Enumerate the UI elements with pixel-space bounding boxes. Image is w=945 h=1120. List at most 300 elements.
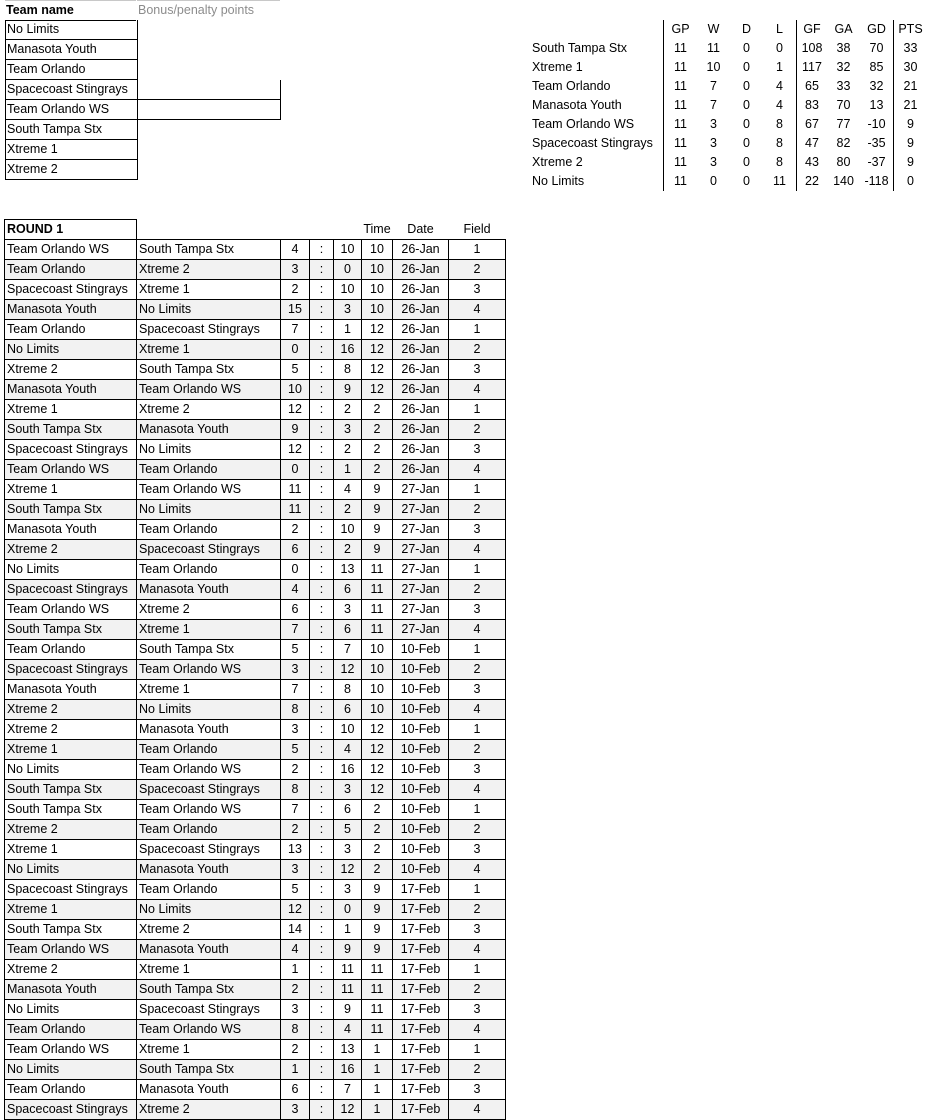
bonus-points-cell[interactable] (137, 100, 281, 120)
away-score-cell[interactable]: 0 (334, 260, 362, 280)
home-team-cell[interactable]: Team Orlando WS (5, 600, 137, 620)
field-cell[interactable]: 2 (449, 580, 506, 600)
score-separator[interactable]: : (310, 900, 334, 920)
home-score-cell[interactable]: 13 (281, 840, 310, 860)
away-score-cell[interactable]: 2 (334, 500, 362, 520)
home-score-cell[interactable]: 8 (281, 780, 310, 800)
home-team-cell[interactable]: Spacecoast Stingrays (5, 280, 137, 300)
standings-team-cell[interactable]: South Tampa Stx (532, 41, 627, 55)
away-score-cell[interactable]: 2 (334, 400, 362, 420)
standings-gp-cell[interactable]: 11 (664, 58, 698, 77)
date-cell[interactable]: 26-Jan (393, 240, 449, 260)
standings-gf-cell[interactable]: 22 (797, 172, 828, 191)
standings-d-cell[interactable]: 0 (743, 136, 750, 150)
bonus-points-cell[interactable] (137, 40, 280, 59)
away-team-cell[interactable]: Team Orlando WS (137, 800, 281, 820)
away-score-cell[interactable]: 4 (334, 740, 362, 760)
field-cell[interactable]: 4 (449, 540, 506, 560)
score-separator[interactable]: : (310, 800, 334, 820)
score-separator[interactable]: : (310, 820, 334, 840)
date-cell[interactable]: 17-Feb (393, 940, 449, 960)
bonus-points-cell[interactable] (137, 140, 280, 159)
home-score-cell[interactable]: 5 (281, 880, 310, 900)
field-cell[interactable]: 2 (449, 340, 506, 360)
home-score-cell[interactable]: 10 (281, 380, 310, 400)
away-team-cell[interactable]: Xtreme 2 (137, 600, 281, 620)
home-team-cell[interactable]: South Tampa Stx (5, 800, 137, 820)
home-team-cell[interactable]: Manasota Youth (5, 680, 137, 700)
score-separator[interactable]: : (310, 960, 334, 980)
team-name-cell[interactable]: Team Orlando (5, 60, 138, 80)
home-team-cell[interactable]: No Limits (5, 860, 137, 880)
away-team-cell[interactable]: Manasota Youth (137, 720, 281, 740)
home-score-cell[interactable]: 7 (281, 800, 310, 820)
score-separator[interactable]: : (310, 780, 334, 800)
standings-team-cell[interactable]: Xtreme 1 (532, 60, 583, 74)
score-separator[interactable]: : (310, 280, 334, 300)
away-team-cell[interactable]: No Limits (137, 700, 281, 720)
home-team-cell[interactable]: Team Orlando WS (5, 240, 137, 260)
away-team-cell[interactable]: Spacecoast Stingrays (137, 840, 281, 860)
standings-l-cell[interactable]: 8 (776, 155, 783, 169)
score-separator[interactable]: : (310, 860, 334, 880)
home-score-cell[interactable]: 3 (281, 860, 310, 880)
time-cell[interactable]: 10 (362, 280, 393, 300)
away-team-cell[interactable]: Team Orlando WS (137, 380, 281, 400)
standings-pts-cell[interactable]: 9 (894, 115, 928, 134)
away-team-cell[interactable]: Spacecoast Stingrays (137, 540, 281, 560)
time-cell[interactable]: 12 (362, 320, 393, 340)
standings-gp-cell[interactable]: 11 (664, 134, 698, 153)
time-cell[interactable]: 9 (362, 920, 393, 940)
score-separator[interactable]: : (310, 320, 334, 340)
away-team-cell[interactable]: Team Orlando (137, 560, 281, 580)
standings-gp-cell[interactable]: 11 (664, 39, 698, 58)
away-score-cell[interactable]: 3 (334, 420, 362, 440)
home-team-cell[interactable]: Team Orlando (5, 640, 137, 660)
score-separator[interactable]: : (310, 660, 334, 680)
home-team-cell[interactable]: South Tampa Stx (5, 780, 137, 800)
away-score-cell[interactable]: 3 (334, 880, 362, 900)
standings-gf-cell[interactable]: 83 (797, 96, 828, 115)
home-score-cell[interactable]: 2 (281, 280, 310, 300)
col-ga-header[interactable]: GA (834, 22, 853, 36)
standings-gp-cell[interactable]: 11 (664, 77, 698, 96)
standings-ga-cell[interactable]: 33 (836, 79, 851, 93)
date-cell[interactable]: 17-Feb (393, 960, 449, 980)
away-score-cell[interactable]: 11 (334, 960, 362, 980)
time-cell[interactable]: 1 (362, 1060, 393, 1080)
home-team-cell[interactable]: No Limits (5, 760, 137, 780)
score-separator[interactable]: : (310, 580, 334, 600)
date-cell[interactable]: 10-Feb (393, 700, 449, 720)
field-cell[interactable]: 1 (449, 240, 506, 260)
home-team-cell[interactable]: Manasota Youth (5, 380, 137, 400)
time-cell[interactable]: 2 (362, 440, 393, 460)
score-separator[interactable]: : (310, 1020, 334, 1040)
bonus-points-cell[interactable] (137, 80, 281, 100)
date-cell[interactable]: 17-Feb (393, 1100, 449, 1120)
time-cell[interactable]: 1 (362, 1080, 393, 1100)
date-cell[interactable]: 26-Jan (393, 280, 449, 300)
standings-team-cell[interactable]: No Limits (532, 174, 585, 188)
home-team-cell[interactable]: No Limits (5, 560, 137, 580)
away-score-cell[interactable]: 4 (334, 1020, 362, 1040)
standings-ga-cell[interactable]: 38 (836, 41, 851, 55)
col-pts-header[interactable]: PTS (894, 20, 928, 39)
home-team-cell[interactable]: Spacecoast Stingrays (5, 880, 137, 900)
field-cell[interactable]: 2 (449, 1060, 506, 1080)
away-team-cell[interactable]: No Limits (137, 440, 281, 460)
home-team-cell[interactable]: Manasota Youth (5, 520, 137, 540)
away-team-cell[interactable]: South Tampa Stx (137, 1060, 281, 1080)
field-cell[interactable]: 2 (449, 660, 506, 680)
home-score-cell[interactable]: 11 (281, 480, 310, 500)
field-cell[interactable]: 4 (449, 700, 506, 720)
home-score-cell[interactable]: 5 (281, 360, 310, 380)
time-cell[interactable]: 11 (362, 560, 393, 580)
away-team-cell[interactable]: Team Orlando WS (137, 1020, 281, 1040)
home-score-cell[interactable]: 4 (281, 580, 310, 600)
home-score-cell[interactable]: 12 (281, 440, 310, 460)
date-cell[interactable]: 27-Jan (393, 580, 449, 600)
away-score-cell[interactable]: 7 (334, 640, 362, 660)
time-cell[interactable]: 9 (362, 480, 393, 500)
date-cell[interactable]: 10-Feb (393, 640, 449, 660)
standings-d-cell[interactable]: 0 (743, 174, 750, 188)
bonus-points-cell[interactable] (137, 20, 280, 39)
home-team-cell[interactable]: Xtreme 2 (5, 960, 137, 980)
field-cell[interactable]: 1 (449, 720, 506, 740)
standings-ga-cell[interactable]: 140 (833, 174, 854, 188)
time-cell[interactable]: 1 (362, 1040, 393, 1060)
away-score-cell[interactable]: 7 (334, 1080, 362, 1100)
score-separator[interactable]: : (310, 840, 334, 860)
standings-ga-cell[interactable]: 32 (836, 60, 851, 74)
home-score-cell[interactable]: 14 (281, 920, 310, 940)
field-cell[interactable]: 1 (449, 560, 506, 580)
away-score-cell[interactable]: 6 (334, 700, 362, 720)
away-score-cell[interactable]: 6 (334, 580, 362, 600)
score-separator[interactable]: : (310, 260, 334, 280)
team-name-header[interactable]: Team name (5, 0, 136, 21)
team-name-cell[interactable]: Xtreme 2 (5, 160, 138, 180)
field-cell[interactable]: 4 (449, 940, 506, 960)
standings-w-cell[interactable]: 7 (710, 98, 717, 112)
standings-ga-cell[interactable]: 80 (836, 155, 851, 169)
field-cell[interactable]: 3 (449, 920, 506, 940)
home-team-cell[interactable]: Spacecoast Stingrays (5, 1100, 137, 1120)
away-score-cell[interactable]: 0 (334, 900, 362, 920)
away-score-cell[interactable]: 10 (334, 280, 362, 300)
home-score-cell[interactable]: 3 (281, 1100, 310, 1120)
standings-gd-cell[interactable]: -35 (867, 136, 886, 150)
away-team-cell[interactable]: Xtreme 1 (137, 1040, 281, 1060)
away-team-cell[interactable]: South Tampa Stx (137, 360, 281, 380)
home-team-cell[interactable]: No Limits (5, 340, 137, 360)
home-team-cell[interactable]: Team Orlando (5, 1080, 137, 1100)
col-l-header[interactable]: L (776, 22, 783, 36)
standings-team-cell[interactable]: Team Orlando (532, 79, 611, 93)
standings-gp-cell[interactable]: 11 (664, 115, 698, 134)
away-team-cell[interactable]: South Tampa Stx (137, 980, 281, 1000)
away-team-cell[interactable]: No Limits (137, 500, 281, 520)
standings-pts-cell[interactable]: 30 (894, 58, 928, 77)
standings-d-cell[interactable]: 0 (743, 60, 750, 74)
standings-l-cell[interactable]: 4 (776, 79, 783, 93)
time-cell[interactable]: 10 (362, 240, 393, 260)
date-cell[interactable]: 27-Jan (393, 540, 449, 560)
home-team-cell[interactable]: Manasota Youth (5, 980, 137, 1000)
col-gf-header[interactable]: GF (797, 20, 828, 39)
standings-ga-cell[interactable]: 82 (836, 136, 851, 150)
score-separator[interactable]: : (310, 1100, 334, 1120)
away-team-cell[interactable]: No Limits (137, 900, 281, 920)
home-score-cell[interactable]: 3 (281, 260, 310, 280)
home-team-cell[interactable]: Team Orlando (5, 1020, 137, 1040)
date-cell[interactable]: 17-Feb (393, 1060, 449, 1080)
away-team-cell[interactable]: Spacecoast Stingrays (137, 320, 281, 340)
away-score-cell[interactable]: 9 (334, 380, 362, 400)
home-team-cell[interactable]: Team Orlando (5, 320, 137, 340)
standings-l-cell[interactable]: 4 (776, 98, 783, 112)
date-cell[interactable]: 26-Jan (393, 300, 449, 320)
home-score-cell[interactable]: 15 (281, 300, 310, 320)
score-separator[interactable]: : (310, 940, 334, 960)
standings-gp-cell[interactable]: 11 (664, 172, 698, 191)
bonus-points-cell[interactable] (137, 160, 280, 179)
date-cell[interactable]: 27-Jan (393, 520, 449, 540)
home-score-cell[interactable]: 0 (281, 460, 310, 480)
away-team-cell[interactable]: Team Orlando (137, 820, 281, 840)
away-score-cell[interactable]: 2 (334, 540, 362, 560)
field-cell[interactable]: 4 (449, 380, 506, 400)
field-cell[interactable]: 1 (449, 880, 506, 900)
away-team-cell[interactable]: Xtreme 1 (137, 620, 281, 640)
away-team-cell[interactable]: Xtreme 2 (137, 400, 281, 420)
field-cell[interactable]: 3 (449, 760, 506, 780)
field-cell[interactable]: 1 (449, 320, 506, 340)
home-score-cell[interactable]: 0 (281, 560, 310, 580)
away-score-cell[interactable]: 1 (334, 320, 362, 340)
standings-l-cell[interactable]: 8 (776, 136, 783, 150)
field-cell[interactable]: 2 (449, 980, 506, 1000)
away-score-cell[interactable]: 16 (334, 1060, 362, 1080)
standings-w-cell[interactable]: 10 (706, 60, 721, 74)
score-separator[interactable]: : (310, 720, 334, 740)
field-cell[interactable]: 3 (449, 1000, 506, 1020)
home-team-cell[interactable]: South Tampa Stx (5, 620, 137, 640)
time-header[interactable]: Time (363, 221, 391, 236)
time-cell[interactable]: 10 (362, 660, 393, 680)
date-cell[interactable]: 10-Feb (393, 740, 449, 760)
home-score-cell[interactable]: 11 (281, 500, 310, 520)
home-team-cell[interactable]: Xtreme 2 (5, 700, 137, 720)
col-gp-header[interactable]: GP (664, 20, 698, 39)
away-team-cell[interactable]: Xtreme 1 (137, 960, 281, 980)
home-team-cell[interactable]: No Limits (5, 1000, 137, 1020)
field-cell[interactable]: 1 (449, 400, 506, 420)
time-cell[interactable]: 2 (362, 820, 393, 840)
bonus-points-cell[interactable] (137, 120, 280, 139)
field-cell[interactable]: 2 (449, 820, 506, 840)
away-score-cell[interactable]: 8 (334, 360, 362, 380)
time-cell[interactable]: 2 (362, 840, 393, 860)
date-cell[interactable]: 26-Jan (393, 260, 449, 280)
standings-team-cell[interactable]: Manasota Youth (532, 98, 622, 112)
home-score-cell[interactable]: 12 (281, 400, 310, 420)
team-name-cell[interactable]: Team Orlando WS (5, 100, 138, 120)
time-cell[interactable]: 9 (362, 940, 393, 960)
away-team-cell[interactable]: Xtreme 2 (137, 260, 281, 280)
score-separator[interactable]: : (310, 520, 334, 540)
away-team-cell[interactable]: Manasota Youth (137, 940, 281, 960)
team-name-cell[interactable]: Xtreme 1 (5, 140, 138, 160)
bonus-points-cell[interactable] (137, 60, 280, 79)
time-cell[interactable]: 10 (362, 680, 393, 700)
standings-gf-cell[interactable]: 43 (797, 153, 828, 172)
away-team-cell[interactable]: Xtreme 2 (137, 1100, 281, 1120)
time-cell[interactable]: 12 (362, 740, 393, 760)
field-cell[interactable]: 3 (449, 680, 506, 700)
away-team-cell[interactable]: Team Orlando (137, 520, 281, 540)
away-team-cell[interactable]: Team Orlando (137, 460, 281, 480)
away-team-cell[interactable]: Xtreme 1 (137, 340, 281, 360)
score-separator[interactable]: : (310, 600, 334, 620)
home-score-cell[interactable]: 2 (281, 760, 310, 780)
away-score-cell[interactable]: 10 (334, 520, 362, 540)
date-cell[interactable]: 26-Jan (393, 440, 449, 460)
field-cell[interactable]: 3 (449, 360, 506, 380)
time-cell[interactable]: 10 (362, 640, 393, 660)
time-cell[interactable]: 9 (362, 500, 393, 520)
home-score-cell[interactable]: 2 (281, 520, 310, 540)
team-name-cell[interactable]: Manasota Youth (5, 40, 138, 60)
time-cell[interactable]: 12 (362, 360, 393, 380)
score-separator[interactable]: : (310, 920, 334, 940)
standings-pts-cell[interactable]: 0 (894, 172, 928, 191)
standings-gf-cell[interactable]: 67 (797, 115, 828, 134)
away-team-cell[interactable]: Spacecoast Stingrays (137, 780, 281, 800)
away-score-cell[interactable]: 9 (334, 1000, 362, 1020)
away-team-cell[interactable]: Xtreme 2 (137, 920, 281, 940)
away-score-cell[interactable]: 8 (334, 680, 362, 700)
time-cell[interactable]: 2 (362, 860, 393, 880)
col-d-header[interactable]: D (741, 22, 752, 36)
time-cell[interactable]: 9 (362, 900, 393, 920)
field-cell[interactable]: 3 (449, 840, 506, 860)
standings-gd-cell[interactable]: -37 (867, 155, 886, 169)
away-score-cell[interactable]: 3 (334, 780, 362, 800)
home-score-cell[interactable]: 4 (281, 240, 310, 260)
standings-pts-cell[interactable]: 9 (894, 134, 928, 153)
away-score-cell[interactable]: 12 (334, 860, 362, 880)
standings-d-cell[interactable]: 0 (743, 41, 750, 55)
score-separator[interactable]: : (310, 880, 334, 900)
field-cell[interactable]: 1 (449, 480, 506, 500)
standings-gf-cell[interactable]: 108 (797, 39, 828, 58)
home-team-cell[interactable]: Team Orlando WS (5, 1040, 137, 1060)
away-score-cell[interactable]: 3 (334, 300, 362, 320)
score-separator[interactable]: : (310, 540, 334, 560)
time-cell[interactable]: 11 (362, 580, 393, 600)
standings-gf-cell[interactable]: 117 (797, 58, 828, 77)
away-team-cell[interactable]: Spacecoast Stingrays (137, 1000, 281, 1020)
field-cell[interactable]: 2 (449, 500, 506, 520)
date-cell[interactable]: 17-Feb (393, 900, 449, 920)
date-cell[interactable]: 26-Jan (393, 320, 449, 340)
date-cell[interactable]: 27-Jan (393, 500, 449, 520)
home-score-cell[interactable]: 5 (281, 740, 310, 760)
standings-gp-cell[interactable]: 11 (664, 96, 698, 115)
field-cell[interactable]: 1 (449, 640, 506, 660)
time-cell[interactable]: 9 (362, 520, 393, 540)
away-score-cell[interactable]: 3 (334, 840, 362, 860)
score-separator[interactable]: : (310, 380, 334, 400)
score-separator[interactable]: : (310, 700, 334, 720)
home-score-cell[interactable]: 3 (281, 720, 310, 740)
standings-gd-cell[interactable]: 70 (869, 41, 884, 55)
home-team-cell[interactable]: Xtreme 2 (5, 720, 137, 740)
score-separator[interactable]: : (310, 460, 334, 480)
date-cell[interactable]: 26-Jan (393, 380, 449, 400)
date-cell[interactable]: 17-Feb (393, 880, 449, 900)
home-score-cell[interactable]: 6 (281, 600, 310, 620)
date-header[interactable]: Date (407, 221, 434, 236)
date-cell[interactable]: 10-Feb (393, 660, 449, 680)
home-score-cell[interactable]: 1 (281, 1060, 310, 1080)
field-cell[interactable]: 4 (449, 1020, 506, 1040)
date-cell[interactable]: 10-Feb (393, 720, 449, 740)
away-score-cell[interactable]: 16 (334, 760, 362, 780)
home-score-cell[interactable]: 3 (281, 660, 310, 680)
standings-d-cell[interactable]: 0 (743, 98, 750, 112)
away-score-cell[interactable]: 13 (334, 1040, 362, 1060)
field-cell[interactable]: 1 (449, 1040, 506, 1060)
field-header[interactable]: Field (463, 221, 491, 236)
home-team-cell[interactable]: South Tampa Stx (5, 920, 137, 940)
score-separator[interactable]: : (310, 620, 334, 640)
score-separator[interactable]: : (310, 740, 334, 760)
field-cell[interactable]: 4 (449, 1100, 506, 1120)
standings-l-cell[interactable]: 0 (776, 41, 783, 55)
field-cell[interactable]: 1 (449, 800, 506, 820)
home-team-cell[interactable]: Spacecoast Stingrays (5, 440, 137, 460)
field-cell[interactable]: 3 (449, 520, 506, 540)
field-cell[interactable]: 2 (449, 260, 506, 280)
standings-w-cell[interactable]: 3 (710, 117, 717, 131)
home-score-cell[interactable]: 5 (281, 640, 310, 660)
away-team-cell[interactable]: Xtreme 1 (137, 280, 281, 300)
away-score-cell[interactable]: 12 (334, 1100, 362, 1120)
away-score-cell[interactable]: 1 (334, 920, 362, 940)
away-score-cell[interactable]: 9 (334, 940, 362, 960)
score-separator[interactable]: : (310, 760, 334, 780)
standings-w-cell[interactable]: 11 (707, 41, 720, 55)
standings-team-cell[interactable]: Xtreme 2 (532, 155, 583, 169)
away-score-cell[interactable]: 6 (334, 620, 362, 640)
standings-ga-cell[interactable]: 70 (836, 98, 851, 112)
score-separator[interactable]: : (310, 980, 334, 1000)
home-score-cell[interactable]: 2 (281, 820, 310, 840)
standings-w-cell[interactable]: 3 (710, 155, 717, 169)
standings-l-cell[interactable]: 1 (776, 60, 783, 74)
time-cell[interactable]: 1 (362, 1100, 393, 1120)
time-cell[interactable]: 9 (362, 540, 393, 560)
home-team-cell[interactable]: South Tampa Stx (5, 500, 137, 520)
time-cell[interactable]: 11 (362, 960, 393, 980)
away-score-cell[interactable]: 6 (334, 800, 362, 820)
